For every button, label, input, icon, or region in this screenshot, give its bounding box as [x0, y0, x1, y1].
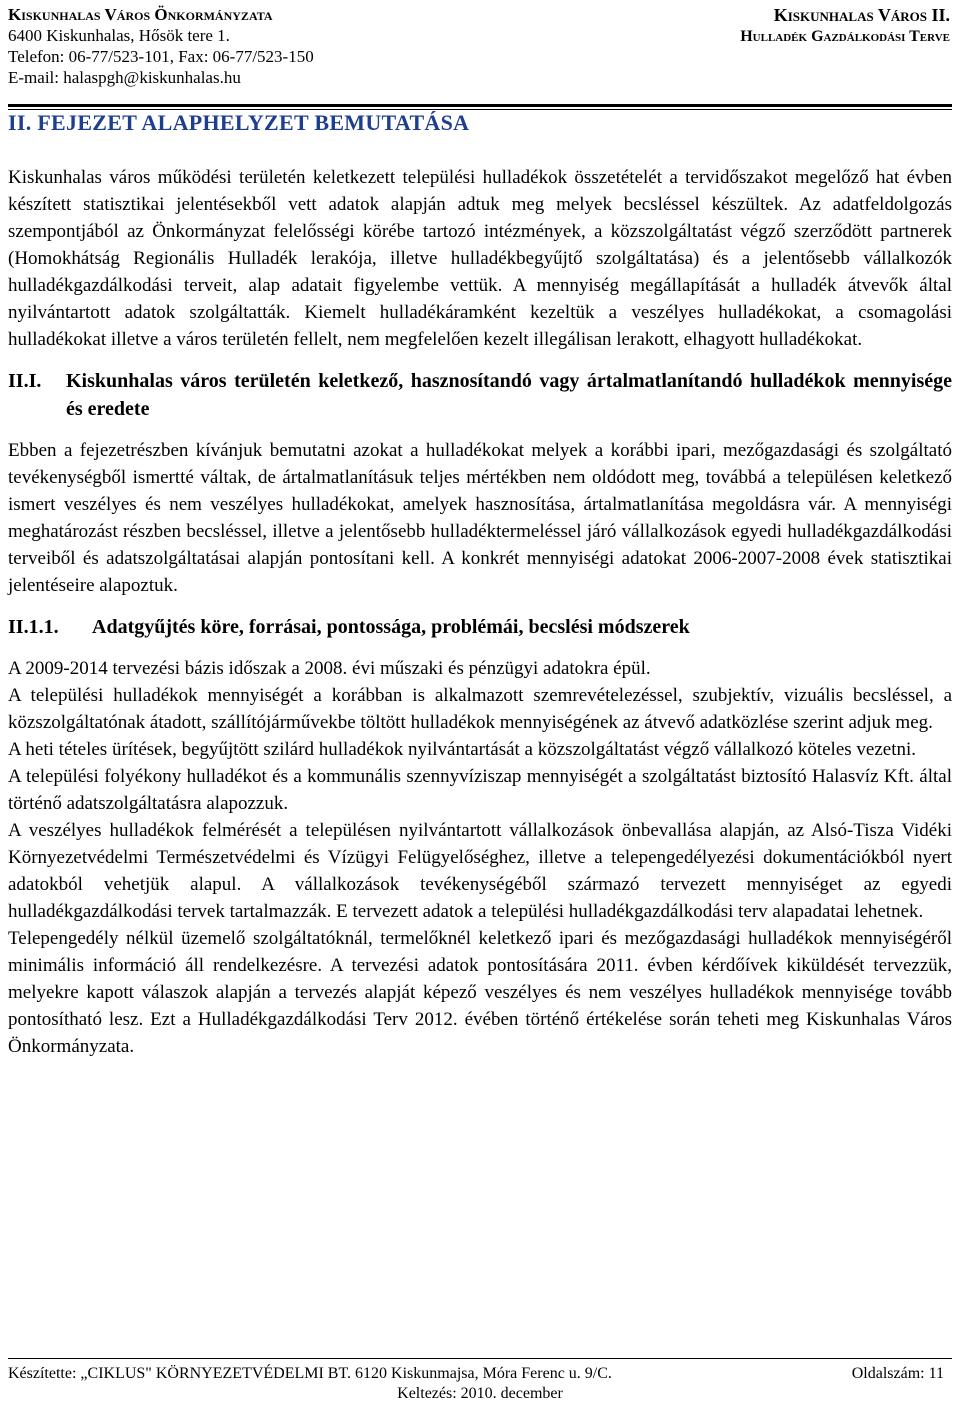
subsection-paragraph: Telepengedély nélkül üzemelő szolgáltatóknál, termelőknél keletkező ipari és mezőgazdasági hulladékok mennyiségéről minimális információ áll rendelkezésre. A tervezési adatok pontosítására 2011. évben kérdőívek kiküldését tervezzük, melyekre kapott válaszok alapján a tervezés alapját képező veszélyes és nem veszélyes hulladékok mennyisége tovább pontosítható lesz. Ezt a Hulladékgazdálkodási Terv 2012. évében történő értékelése során teheti meg Kiskunhalas Város Önkormányzata. [8, 928, 952, 1057]
org-phone: Telefon: 06-77/523-101, Fax: 06-77/523-150 [8, 47, 314, 66]
org-email: E-mail: halaspgh@kiskunhalas.hu [8, 68, 241, 87]
footer-author: Készítette: „CIKLUS" KÖRNYEZETVÉDELMI BT. 6120 Kiskunmajsa, Móra Ferenc u. 9/C. [8, 1365, 612, 1382]
footer-date: Keltezés: 2010. december [397, 1385, 563, 1402]
subsection-title: Adatgyűjtés köre, forrásai, pontossága, problémái, becslési módszerek [92, 616, 690, 638]
doc-title-line1: Kiskunhalas Város II. [773, 5, 950, 25]
subsection-heading [8, 613, 952, 641]
page-number: Oldalszám: 11 [851, 1365, 944, 1382]
footer-rule [8, 1358, 952, 1359]
header-rule [8, 104, 952, 107]
org-address: 6400 Kiskunhalas, Hősök tere 1. [8, 26, 230, 45]
subsection-number: II.1.1. [8, 616, 59, 638]
subsection-paragraph: A 2009-2014 tervezési bázis időszak a 2008. évi műszaki és pénzügyi adatokra épül. [8, 658, 651, 679]
section-title: Kiskunhalas város területén keletkező, hasznosítandó vagy ártalmatlanítandó hulladékok mennyisége és eredete [66, 370, 952, 420]
section-body: Ebben a fejezetrészben kívánjuk bemutatni azokat a hulladékokat melyek a korábbi ipari, mezőgazdasági és szolgáltató tevékenységből ismertté váltak, de ártalmatlanításuk teljes mértékben nem oldódott meg, továbbá a településen keletkező ismert veszélyes és nem veszélyes hulladékokat, amelyek hasznosítása, ártalmatlanítása megoldásra vár. A mennyiségi meghatározást részben becsléssel, illetve a jelentősebb hulladéktermeléssel járó vállalkozások egyedi hulladékgazdálkodási terveiből és adatszolgáltatásai alapján pontosítani kell. A konkrét mennyiségi adatokat 2006-2007-2008 évek statisztikai jelentéseire alapoztuk. [8, 440, 952, 596]
chapter-title: II. FEJEZET ALAPHELYZET BEMUTATÁSA [8, 110, 470, 135]
intro-paragraph: Kiskunhalas város működési területén keletkezett települési hulladékok összetételét a tervidőszakot megelőző hat évben készített statisztikai jelentésekből vett adatok alapján adtuk meg melyek becsléssel készültek. Az adatfeldolgozás szempontjából az Önkormányzat felelősségi körébe tartozó intézmények, a közszolgáltatást végző szerződött partnerek (Homokhátság Regionális Hulladék lerakója, illetve hulladékbegyűjtő szolgáltatása) és a jelentősebb vállalkozók hulladékgazdálkodási terveit, alap adatait figyelembe vettük. A mennyiség megállapítását a hulladék átvevők által nyilvántartott adatok szolgáltatták. Kiemelt hulladékáramként kezeltük a veszélyes hulladékokat, a csomagolási hulladékokat illetve a város területén fellelt, nem megfelelően kezelt illegálisan lerakott, elhagyott hulladékokat. [8, 167, 952, 350]
org-name: Kiskunhalas Város Önkormányzata [8, 5, 273, 24]
section-number: II.I. [8, 370, 42, 392]
subsection-paragraph: A települési folyékony hulladékot és a kommunális szennyvíziszap mennyiségét a szolgáltatást biztosító Halasvíz Kft. által történő adatszolgáltatásra alapozzuk. [8, 766, 952, 814]
page-content [8, 164, 952, 1060]
doc-title-line2: Hulladék Gazdálkodási Terve [740, 28, 950, 45]
subsection-paragraph: A heti tételes ürítések, begyűjtött szilárd hulladékok nyilvántartását a közszolgáltatást végző vállalkozó köteles vezetni. [8, 739, 917, 760]
subsection-paragraph: A települési hulladékok mennyiségét a korábban is alkalmazott szemrevételezéssel, szubjektív, vizuális becsléssel, a közszolgáltatónak átadott, szállítójárművekbe töltött hulladékok mennyiségének az átvevő adatközlése szerint adjuk meg. [8, 685, 952, 733]
section-heading [8, 367, 952, 423]
header-right [740, 4, 950, 48]
subsection-paragraph: A veszélyes hulladékok felmérését a településen nyilvántartott vállalkozások önbevallása alapján, az Alsó-Tisza Vidéki Környezetvédelmi Természetvédelmi és Vízügyi Felügyelőséghez, illetve a telepengedélyezési dokumentációkból nyert adatokból vehetjük alapul. A vállalkozások tevékenységéből származó tervezett mennyiséget az egyedi hulladékgazdálkodási tervek tartalmazzák. E tervezett adatok a települési hulladékgazdálkodási terv alapadatai lehetnek. [8, 820, 952, 922]
header-left [8, 4, 314, 88]
